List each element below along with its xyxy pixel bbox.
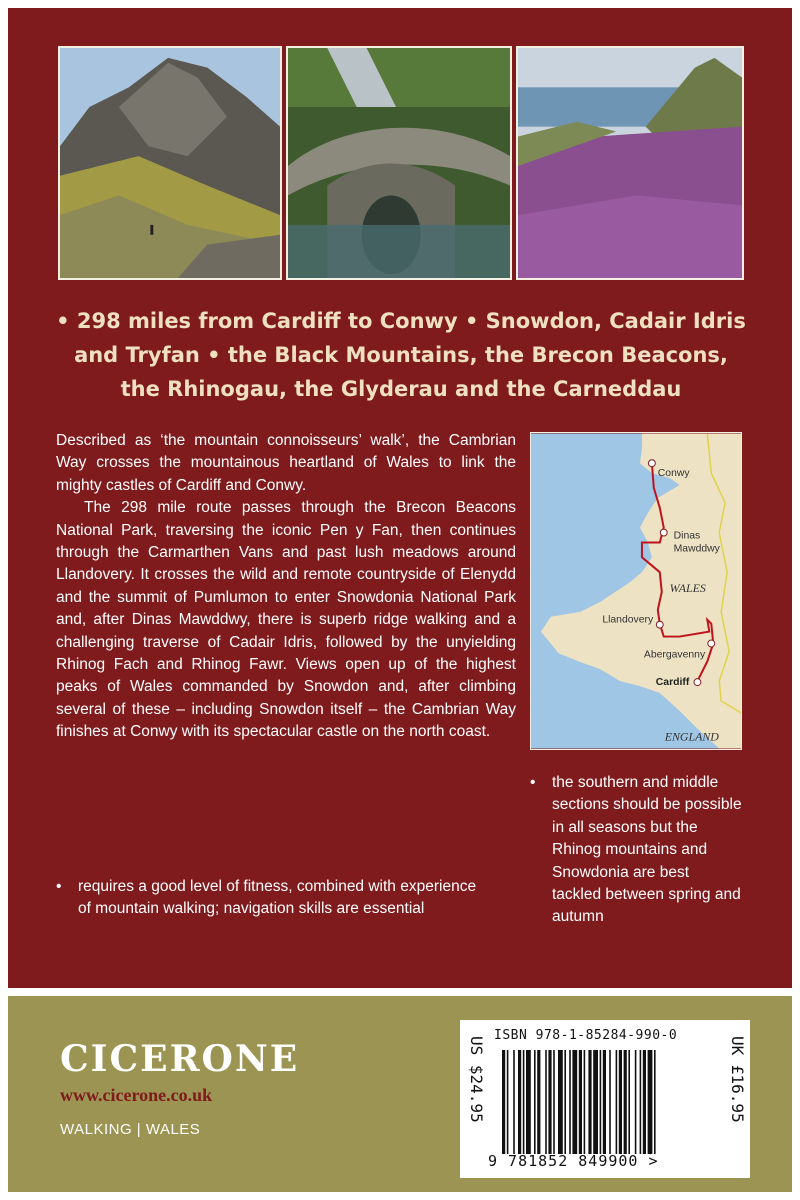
barcode-bar [523, 1050, 525, 1154]
photo-heather-coast [516, 46, 744, 280]
barcode-bar [548, 1050, 551, 1154]
barcode-bar [534, 1050, 536, 1154]
description [56, 430, 516, 744]
photo-mountain-ridge [58, 46, 282, 280]
barcode-bar [537, 1050, 540, 1154]
seasons-bullet [530, 772, 742, 929]
barcode-bar [584, 1050, 586, 1154]
barcode-bar [526, 1050, 531, 1154]
barcode-bar [654, 1050, 656, 1154]
bullet-marker: • [530, 774, 536, 791]
description-paragraph-1: Described as ‘the mountain connoisseurs’ walk’, the Cambrian Way crosses the mountainous heartland of Wales to link the mighty castles of Cardiff and Conwy. [56, 432, 516, 494]
barcode [500, 1050, 716, 1154]
map-label-llandovery: Llandovery [602, 614, 654, 626]
isbn-text: ISBN 978-1-85284-990-0 [494, 1028, 678, 1043]
barcode-bar [569, 1050, 571, 1154]
barcode-bar [564, 1050, 566, 1154]
publisher-website[interactable]: www.cicerone.co.uk [60, 1085, 213, 1105]
barcode-bar [635, 1050, 637, 1154]
map-label-mawddwy: Mawddwy [673, 543, 720, 555]
barcode-bar [588, 1050, 591, 1154]
barcode-bar [507, 1050, 509, 1154]
map-label-dinas: Dinas [673, 530, 701, 542]
publisher-logo: CICERONE [60, 1038, 300, 1080]
bullet-text: requires a good level of fitness, combined with experience of mountain walking; navigation skills are essential [78, 878, 477, 918]
barcode-bar [545, 1050, 547, 1154]
barcode-bar [624, 1050, 627, 1154]
bullet-marker: • [56, 878, 62, 895]
key-features-headline: • 298 miles from Cardiff to Conwy • Snowdon, Cadair Idris and Tryfan • the Black Mountains, the Brecon Beacons, the Rhinogau, the Glyderau and the Carneddau [56, 309, 746, 401]
price-us: US $24.95 [467, 1036, 486, 1123]
map-label-england: ENGLAND [664, 729, 719, 744]
description-paragraph-2: The 298 mile route passes through the Brecon Beacons National Park, traversing the iconic Pen y Fan, then continues through the Carmarthen Vans and past lush meadows around Llandovery. It crosses the wild and remote countryside of Elenydd and the summit of Pumlumon to enter Snowdonia National Park and, after Dinas Mawddwy, there is superb ridge walking and a challenging traverse of Cadair Idris, followed by the unyielding Rhinog Fach and Rhinog Fawr. Views open up of the highest peaks of Wales commanded by Snowdon and, after climbing several of these – including Snowdon itself – the Cambrian Way finishes at Conwy with its spectacular castle on the north coast. [56, 499, 516, 741]
barcode-bar [572, 1050, 577, 1154]
fitness-bullet [56, 876, 486, 921]
photo-stone-bridge [286, 46, 512, 280]
barcode-bar [603, 1050, 606, 1154]
barcode-bar [648, 1050, 653, 1154]
barcode-bar [518, 1050, 521, 1154]
barcode-bar [640, 1050, 642, 1154]
barcode-bar [553, 1050, 555, 1154]
barcode-bar [558, 1050, 563, 1154]
route-map [530, 432, 742, 750]
barcode-bar [619, 1050, 622, 1154]
map-label-abergavenny: Abergavenny [643, 649, 706, 661]
barcode-bar [643, 1050, 646, 1154]
barcode-bar [609, 1050, 611, 1154]
barcode-bar [513, 1050, 515, 1154]
map-label-cardiff: Cardiff [655, 677, 690, 689]
barcode-bar [628, 1050, 630, 1154]
map-label-wales: WALES [669, 580, 706, 595]
barcode-bar [502, 1050, 505, 1154]
category-label: WALKING | WALES [60, 1121, 201, 1138]
map-label-conwy: Conwy [657, 468, 690, 480]
barcode-bar [579, 1050, 582, 1154]
barcode-number: 9 781852 849900 > [488, 1152, 659, 1170]
bullet-text: the southern and middle sections should be possible in all seasons but the Rhinog mountains and Snowdonia are best tackled between spring and autumn [552, 774, 742, 926]
barcode-bar [616, 1050, 618, 1154]
barcode-bar [600, 1050, 602, 1154]
price-uk: UK £16.95 [728, 1036, 747, 1123]
barcode-bar [593, 1050, 598, 1154]
